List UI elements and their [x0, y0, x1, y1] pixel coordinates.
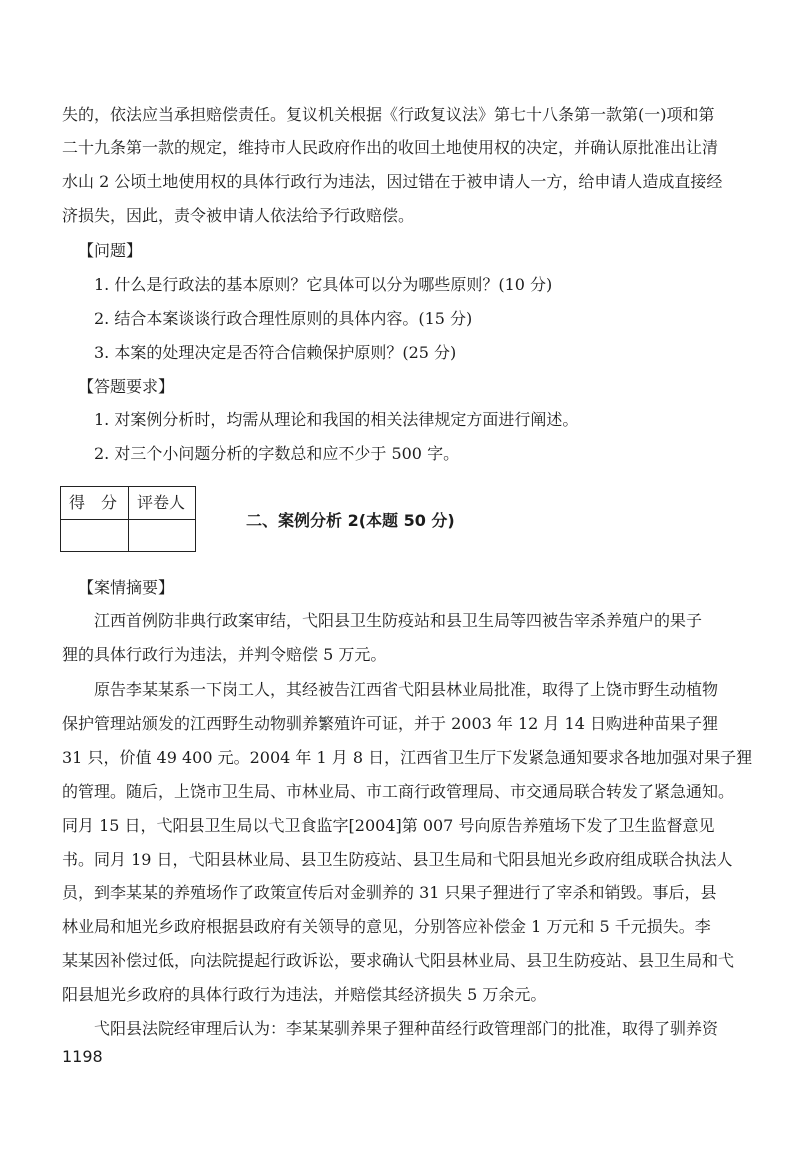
paragraph-line: 某某因补偿过低，向法院提起行政诉讼，要求确认弋阳县林业局、县卫生防疫站、县卫生局和弋 [62, 951, 735, 970]
paragraph-line: 的管理。随后，上饶市卫生局、市林业局、市工商行政管理局、市交通局联合转发了紧急通知。 [62, 782, 735, 801]
paragraph-line: 阳县旭光乡政府的具体行政行为违法，并赔偿其经济损失 5 万余元。 [62, 985, 547, 1004]
paragraph-line: 保护管理站颁发的江西野生动物驯养繁殖许可证，并于 2003 年 12 月 14 日购进种苗果子狸 [62, 714, 718, 733]
requirements-heading: 【答题要求】 [78, 377, 175, 396]
requirement-item: 2. 对三个小问题分析的字数总和应不少于 500 字。 [94, 444, 460, 463]
paragraph-line: 水山 2 公顷土地使用权的具体行政行为违法，因过错在于被申请人一方，给申请人造成直接经 [62, 172, 723, 191]
question-item: 3. 本案的处理决定是否符合信赖保护原则？(25 分) [94, 343, 457, 362]
score-label: 得 分 [69, 493, 118, 512]
paragraph-line: 狸的具体行政行为违法，并判令赔偿 5 万元。 [62, 645, 387, 664]
question-item: 1. 什么是行政法的基本原则？它具体可以分为哪些原则？(10 分) [94, 275, 553, 294]
table-divider [61, 519, 195, 520]
question-item: 2. 结合本案谈谈行政合理性原则的具体内容。(15 分) [94, 309, 473, 328]
paragraph-line: 林业局和旭光乡政府根据县政府有关领导的意见，分别答应补偿金 1 万元和 5 千元损失。李 [62, 917, 711, 936]
paragraph-line: 书。同月 19 日，弋阳县林业局、县卫生防疫站、县卫生局和弋阳县旭光乡政府组成联合执法人 [62, 850, 733, 869]
paragraph-line: 弋阳县法院经审理后认为：李某某驯养果子狸种苗经行政管理部门的批准，取得了驯养资 [94, 1019, 719, 1038]
paragraph-line: 同月 15 日，弋阳县卫生局以弋卫食监字[2004]第 007 号向原告养殖场下发了卫生监督意见 [62, 816, 715, 835]
page-number: 1198 [62, 1047, 103, 1066]
score-table [60, 486, 196, 552]
case-heading: 【案情摘要】 [78, 578, 175, 597]
paragraph-line: 江西首例防非典行政案审结，弋阳县卫生防疫站和县卫生局等四被告宰杀养殖户的果子 [94, 611, 703, 630]
reviewer-label: 评卷人 [137, 493, 186, 512]
questions-heading: 【问题】 [78, 241, 143, 260]
paragraph-line: 二十九条第一款的规定，维持市人民政府作出的收回土地使用权的决定，并确认原批准出让清 [62, 138, 719, 157]
paragraph-line: 济损失，因此，责令被申请人依法给予行政赔偿。 [62, 206, 415, 225]
requirement-item: 1. 对案例分析时，均需从理论和我国的相关法律规定方面进行阐述。 [94, 410, 579, 429]
paragraph-line: 失的，依法应当承担赔偿责任。复议机关根据《行政复议法》第七十八条第一款第(一)项和第 [62, 105, 715, 124]
paragraph-line: 31 只，价值 49 400 元。2004 年 1 月 8 日，江西省卫生厅下发紧急通知要求各地加强对果子狸 [62, 748, 753, 767]
paragraph-line: 原告李某某系一下岗工人，其经被告江西省弋阳县林业局批准，取得了上饶市野生动植物 [94, 680, 719, 699]
section-title: 二、案例分析 2(本题 50 分) [246, 511, 455, 530]
paragraph-line: 员，到李某某的养殖场作了政策宣传后对金驯养的 31 只果子狸进行了宰杀和销毁。事后，县 [62, 883, 717, 902]
